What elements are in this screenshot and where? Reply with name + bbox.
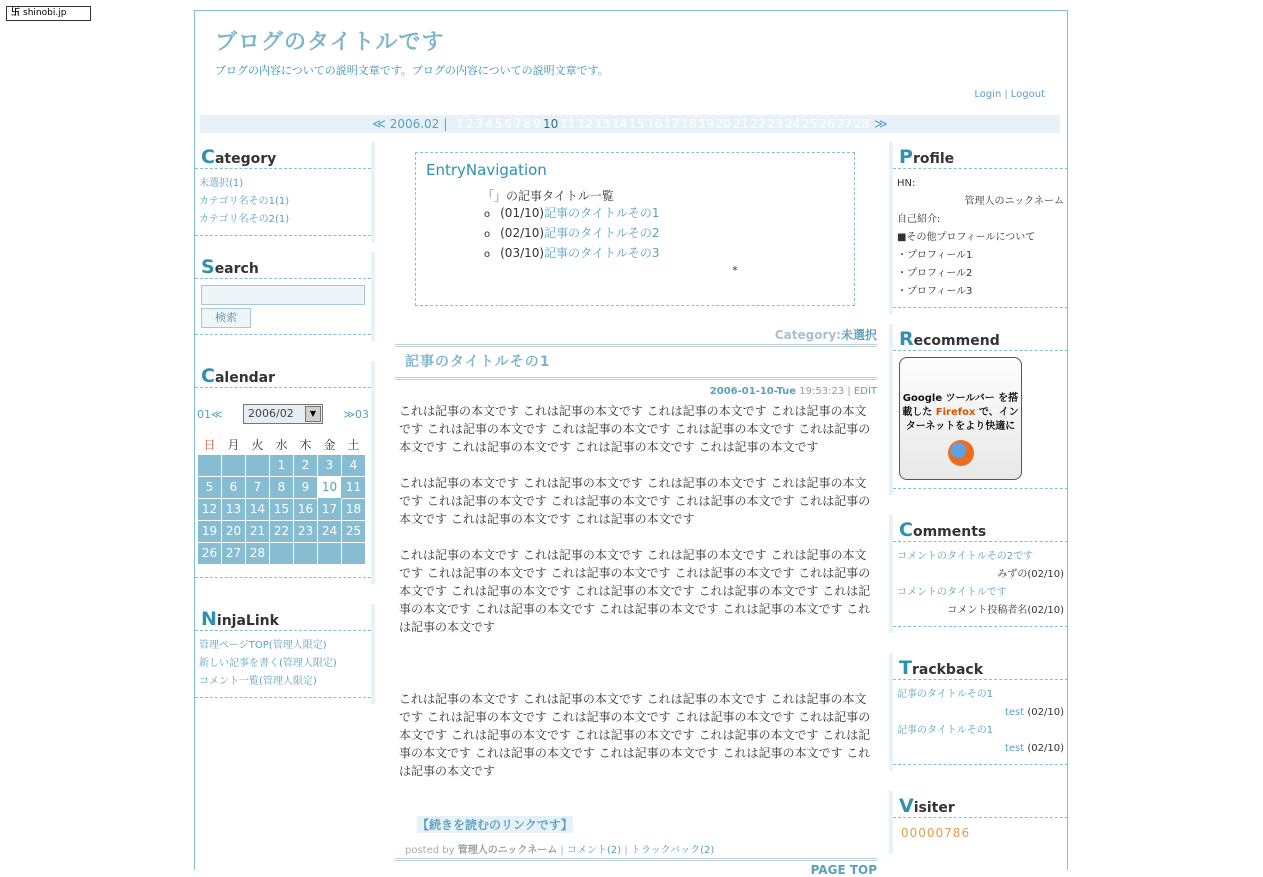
day-link[interactable]: 25	[802, 117, 818, 131]
category-box	[195, 142, 375, 242]
calendar-weekday: 木	[299, 438, 312, 453]
calendar-prev-link[interactable]: 01≪	[197, 408, 223, 421]
entry-category-link[interactable]: 未選択	[840, 328, 877, 342]
day-link[interactable]: 19	[698, 117, 714, 131]
main-column	[395, 152, 877, 877]
calendar-day[interactable]: 18	[342, 498, 366, 520]
firefox-logo-icon	[948, 440, 974, 466]
entry-paragraph: これは記事の本文です これは記事の本文です これは記事の本文です これは記事の本文です これは記事の本文です これは記事の本文です これは記事の本文です これは記事の本文です これは記事の本文です これは記事の本文です これは記事の本文です	[399, 404, 871, 454]
comments-link[interactable]: コメント(2)	[566, 845, 622, 856]
logout-link[interactable]: Logout	[1010, 89, 1045, 100]
next-month-arrow[interactable]: ≫	[874, 117, 888, 132]
firefox-banner[interactable]: Google ツールバー を搭 載した Firefox で、イン ターネットをより快適に	[899, 357, 1022, 480]
page-top-link[interactable]: PAGE TOP	[810, 863, 877, 877]
recommend-body	[893, 357, 1068, 489]
entry-navigation-link[interactable]: 記事のタイトルその2	[544, 226, 660, 240]
calendar-day[interactable]: 25	[342, 520, 366, 542]
calendar-day[interactable]: 6	[222, 476, 246, 498]
calendar-empty-cell	[270, 542, 294, 564]
day-link[interactable]: 13	[594, 117, 611, 131]
entry-navigation-intro: 「」の記事タイトル一覧	[482, 189, 614, 203]
right-sidebar	[889, 142, 1068, 864]
day-link[interactable]: 8	[523, 117, 532, 131]
calendar-day[interactable]: 15	[270, 498, 294, 520]
calendar-day[interactable]: 26	[198, 542, 222, 564]
day-link[interactable]: 22	[750, 117, 766, 131]
calendar-empty-cell	[198, 454, 222, 476]
trackbacks-link[interactable]: トラックバック(2)	[630, 845, 715, 856]
calendar-weekday: 金	[323, 438, 336, 453]
comment-meta: みずの(02/10)	[997, 569, 1064, 580]
login-separator: |	[1004, 89, 1008, 100]
day-link[interactable]: 20	[715, 117, 732, 131]
search-box	[195, 252, 375, 341]
day-link[interactable]: 17	[663, 117, 680, 131]
day-link[interactable]: 23	[767, 117, 783, 131]
calendar-day[interactable]: 12	[198, 498, 222, 520]
calendar-weekday: 水	[275, 438, 288, 453]
day-link[interactable]: 24	[784, 117, 801, 131]
profile-hn-label: HN:	[897, 178, 916, 189]
ninjalink-item[interactable]: 管理ページTOP(管理人限定)	[199, 639, 327, 651]
entry-title[interactable]: 記事のタイトルその1	[395, 344, 877, 380]
calendar-weekday-row	[198, 436, 366, 454]
ninjalink-item[interactable]: 新しい記事を書く(管理人限定)	[199, 657, 337, 669]
visiter-box	[889, 791, 1068, 854]
category-heading: Category	[195, 142, 371, 169]
chevron-down-icon[interactable]: ▼	[305, 406, 321, 422]
calendar-day[interactable]: 9	[294, 476, 318, 498]
day-link[interactable]: 5	[494, 117, 503, 131]
prev-month-arrow[interactable]: ≪	[372, 117, 386, 132]
date-bar	[200, 115, 1060, 133]
entry-navigation-list	[484, 204, 844, 264]
entry-navigation-footer: *	[732, 264, 738, 277]
entry-category: Category:未選択	[774, 328, 877, 342]
category-list	[195, 169, 371, 236]
entry-navigation-link[interactable]: 記事のタイトルその1	[544, 206, 660, 220]
day-links	[455, 117, 870, 131]
date-bar-separator: |	[443, 117, 448, 131]
entry-paragraph: これは記事の本文です これは記事の本文です これは記事の本文です これは記事の本文です これは記事の本文です これは記事の本文です これは記事の本文です これは記事の本文です これは記事の本文です これは記事の本文です	[399, 476, 871, 526]
calendar-day[interactable]: 4	[342, 454, 366, 476]
entry-author: 管理人のニックネーム	[457, 845, 558, 856]
calendar-day[interactable]: 19	[198, 520, 222, 542]
calendar-weekday: 月	[227, 438, 240, 453]
day-link[interactable]: 9	[533, 117, 541, 131]
entry-body	[395, 402, 877, 780]
category-item[interactable]: カテゴリ名その2(1)	[199, 214, 290, 225]
calendar-day[interactable]: 28	[246, 542, 270, 564]
trackback-title-link[interactable]: 記事のタイトルその1	[897, 689, 994, 700]
comments-heading: Comments	[893, 515, 1068, 542]
calendar-day[interactable]: 5	[198, 476, 222, 498]
shinobi-badge[interactable]	[6, 6, 91, 21]
ninjalink-heading: NinjaLink	[195, 604, 371, 631]
day-link[interactable]: 15	[629, 117, 645, 131]
login-bar	[974, 89, 1045, 100]
calendar-week-row	[198, 476, 366, 498]
calendar-empty-cell	[222, 454, 246, 476]
recommend-heading: Recommend	[893, 324, 1068, 351]
day-link[interactable]: 7	[514, 117, 522, 131]
trackback-list	[893, 680, 1068, 765]
calendar-week-row	[198, 454, 366, 476]
profile-body	[893, 169, 1068, 308]
day-link[interactable]: 6	[504, 117, 513, 131]
calendar-day[interactable]: 20	[222, 520, 246, 542]
day-link[interactable]: 26	[819, 117, 835, 131]
login-link[interactable]: Login	[974, 89, 1002, 100]
entry-navigation-title: EntryNavigation	[426, 161, 547, 179]
blog-description: ブログの内容についての説明文章です。ブログの内容についての説明文章です。	[215, 64, 609, 77]
calendar-day[interactable]: 21	[246, 520, 270, 542]
day-link[interactable]: 12	[577, 117, 593, 131]
search-form	[195, 285, 371, 335]
calendar-day[interactable]: 24	[318, 520, 342, 542]
trackback-meta: test (02/10)	[1004, 707, 1064, 718]
day-link[interactable]: 18	[681, 117, 697, 131]
edit-link[interactable]: EDIT	[853, 386, 877, 397]
search-button[interactable]: 検索	[201, 308, 251, 328]
entry-navigation-item: o (02/10)記事のタイトルその2	[484, 224, 844, 244]
calendar-grid	[197, 436, 366, 565]
profile-heading: Profile	[893, 142, 1068, 169]
comment-title-link[interactable]: コメントのタイトルです	[897, 587, 1007, 598]
category-item[interactable]: 未選択(1)	[199, 178, 244, 189]
profile-intro-label: 自己紹介:	[897, 214, 941, 225]
calendar-day[interactable]: 14	[246, 498, 270, 520]
calendar-empty-cell	[246, 454, 270, 476]
calendar-day[interactable]: 13	[222, 498, 246, 520]
profile-line: ・プロフィール1	[897, 250, 973, 261]
profile-hn-value: 管理人のニックネーム	[964, 196, 1064, 207]
calendar-day[interactable]: 8	[270, 476, 294, 498]
read-more-link[interactable]: 【続きを読むのリンクです】	[417, 818, 573, 832]
profile-line: ■その他プロフィールについて	[897, 232, 1036, 243]
search-heading: Search	[195, 252, 371, 279]
comment-meta: コメント投稿者名(02/10)	[947, 605, 1064, 616]
day-link[interactable]: 27	[836, 117, 853, 131]
calendar-day[interactable]: 23	[294, 520, 318, 542]
calendar-day[interactable]: 2	[294, 454, 318, 476]
entry-meta: 2006-01-10-Tue 19:53:23 | EDIT	[709, 386, 877, 397]
calendar-day[interactable]: 22	[270, 520, 294, 542]
entry-paragraph: これは記事の本文です これは記事の本文です これは記事の本文です これは記事の本文です これは記事の本文です これは記事の本文です これは記事の本文です これは記事の本文です これは記事の本文です これは記事の本文です これは記事の本文です これは記事の本文です これは記事の本文です これは記事の本文です これは記事の本文です これは記事の本文です	[399, 692, 871, 778]
calendar-weekday: 火	[251, 438, 264, 453]
comment-title-link[interactable]: コメントのタイトルその2です	[897, 551, 1034, 562]
calendar-day[interactable]: 3	[318, 454, 342, 476]
calendar-day[interactable]: 7	[246, 476, 270, 498]
entry-time: 19:53:23	[799, 386, 845, 397]
left-sidebar	[195, 142, 375, 714]
visitor-counter: 00000786	[901, 826, 971, 840]
calendar-empty-cell	[342, 542, 366, 564]
recommend-box	[889, 324, 1068, 495]
day-link[interactable]: 3	[475, 117, 484, 131]
trackback-title-link[interactable]: 記事のタイトルその1	[897, 725, 994, 736]
calendar-empty-cell	[294, 542, 318, 564]
entry-navigation-link[interactable]: 記事のタイトルその3	[544, 246, 660, 260]
profile-box	[889, 142, 1068, 314]
calendar-day[interactable]: 1	[270, 454, 294, 476]
entry-date: 2006-01-10-Tue	[709, 386, 797, 397]
ninjalink-list	[195, 631, 371, 698]
day-link[interactable]: 14	[612, 117, 628, 131]
calendar-day[interactable]: 27	[222, 542, 246, 564]
entry-navigation	[415, 152, 855, 306]
blog-title[interactable]: ブログのタイトルです	[215, 30, 445, 55]
comments-box	[889, 515, 1068, 633]
trackback-meta: test (02/10)	[1004, 743, 1064, 754]
current-month-link[interactable]: 2006.02	[389, 117, 440, 131]
day-link[interactable]: 10	[542, 117, 559, 131]
entry-footer: posted by 管理人のニックネーム | コメント(2) | トラックバック(2)	[395, 833, 877, 861]
entry-navigation-item: o (03/10)記事のタイトルその3	[484, 244, 844, 264]
calendar-month-select[interactable]	[243, 404, 323, 424]
calendar-day[interactable]: 11	[342, 476, 366, 498]
calendar-week-row	[198, 498, 366, 520]
calendar-weekday: 土	[347, 438, 360, 453]
category-item[interactable]: カテゴリ名その1(1)	[199, 196, 290, 207]
comments-list	[893, 542, 1068, 627]
entry-navigation-item: o (01/10)記事のタイトルその1	[484, 204, 844, 224]
day-link[interactable]: 16	[646, 117, 662, 131]
entry-paragraph: これは記事の本文です これは記事の本文です これは記事の本文です これは記事の本文です これは記事の本文です これは記事の本文です これは記事の本文です これは記事の本文です これは記事の本文です これは記事の本文です これは記事の本文です これは記事の本文です これは記事の本文です これは記事の本文です これは記事の本文です これは記事の本文です	[399, 548, 871, 634]
calendar-nav	[195, 400, 371, 436]
calendar-body	[195, 400, 371, 578]
calendar-week-row	[198, 542, 366, 564]
blog-frame	[194, 10, 1068, 877]
calendar-week-row	[198, 520, 366, 542]
shinobi-icon: 卐	[11, 8, 21, 18]
calendar-day[interactable]: 10	[318, 476, 342, 498]
day-link[interactable]: 2	[465, 117, 474, 131]
calendar-next-link[interactable]: ≫03	[343, 408, 369, 421]
profile-line: ・プロフィール3	[897, 286, 973, 297]
calendar-days	[198, 454, 366, 564]
visiter-heading: Visiter	[893, 791, 1068, 818]
day-link[interactable]: 4	[485, 117, 493, 131]
calendar-heading: Calendar	[195, 361, 371, 388]
ninjalink-box	[195, 604, 375, 704]
trackback-box	[889, 653, 1068, 771]
calendar-day[interactable]: 17	[318, 498, 342, 520]
calendar-weekday: 日	[203, 438, 216, 453]
day-link[interactable]: 1	[456, 117, 464, 131]
calendar-box	[195, 361, 375, 584]
search-input[interactable]	[201, 285, 365, 305]
calendar-day[interactable]: 16	[294, 498, 318, 520]
day-link[interactable]: 11	[560, 117, 576, 131]
day-link[interactable]: 21	[733, 117, 749, 131]
day-link[interactable]: 28	[854, 117, 870, 131]
trackback-heading: Trackback	[893, 653, 1068, 680]
ninjalink-item[interactable]: コメント一覧(管理人限定)	[199, 675, 317, 687]
calendar-selected-month: 2006/02	[248, 407, 294, 420]
calendar-empty-cell	[318, 542, 342, 564]
shinobi-label: shinobi.jp	[23, 8, 67, 18]
profile-line: ・プロフィール2	[897, 268, 973, 279]
